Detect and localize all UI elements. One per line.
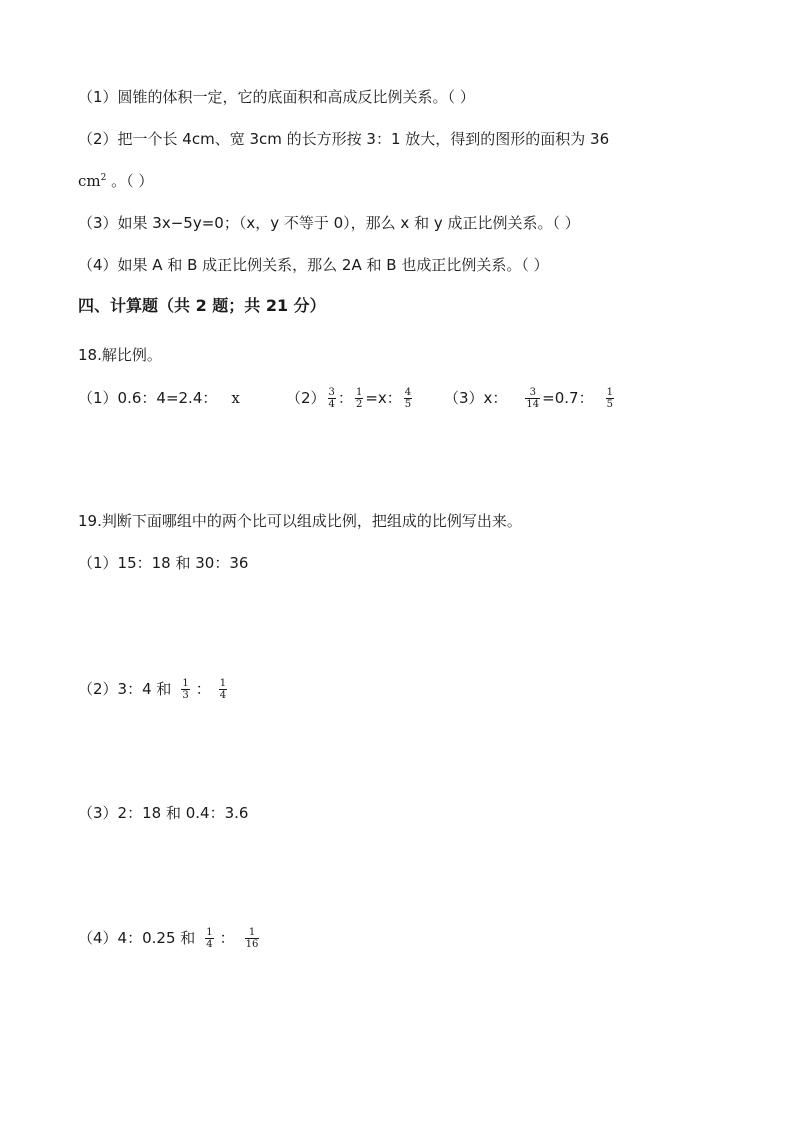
q18-part3-label: （3）x： [444, 389, 508, 407]
fraction: $\frac{1}{3}$ [182, 678, 189, 701]
fraction: $\frac{1}{5}$ [606, 387, 613, 410]
section-heading-calculation: 四、计算题（共 2 题；共 21 分） [78, 296, 326, 315]
unit-exponent: 2 [100, 173, 107, 183]
judgement-q2-line2 [78, 171, 153, 191]
q19-part1: （1）15：18 和 30：36 [78, 554, 249, 572]
q19-part2 [78, 671, 229, 707]
q18-part2 [286, 380, 414, 416]
fraction: $\frac{1}{4}$ [219, 678, 227, 701]
q18-part1-x: x [231, 389, 240, 407]
equals-x: =x： [365, 389, 402, 407]
unit-cm: cm [78, 172, 101, 190]
q18-title: 18.解比例。 [78, 346, 162, 364]
q18-part1-text: （1）0.6：4=2.4： [78, 389, 218, 407]
ratio-colon: ： [195, 680, 211, 698]
judgement-q1: （1）圆锥的体积一定，它的底面积和高成反比例关系。（ ） [78, 88, 475, 106]
q19-part4 [78, 920, 261, 956]
q18-part3 [444, 380, 616, 416]
q18-part2-label: （2） [286, 389, 326, 407]
q19-part3: （3）2：18 和 0.4：3.6 [78, 804, 249, 822]
q18-part1 [78, 388, 240, 408]
ratio-colon: ： [219, 929, 235, 947]
judgement-q2-line1: （2）把一个长 4cm、宽 3cm 的长方形按 3：1 放大，得到的图形的面积为 36 [78, 130, 610, 148]
judgement-q2-blank: 。（ ） [106, 172, 154, 190]
judgement-q3: （3）如果 3x−5y=0；（x，y 不等于 0），那么 x 和 y 成正比例关系。（ ） [78, 214, 580, 232]
q19-part4-text: （4）4：0.25 和 [78, 929, 196, 947]
q19-title: 19.判断下面哪组中的两个比可以组成比例，把组成的比例写出来。 [78, 512, 522, 530]
fraction: $\frac{3}{14}$ [526, 387, 540, 410]
fraction: $\frac{3}{4}$ [328, 387, 335, 410]
fraction: $\frac{1}{16}$ [245, 927, 259, 950]
fraction: $\frac{4}{5}$ [404, 387, 412, 410]
q19-part2-text: （2）3：4 和 [78, 680, 172, 698]
fraction: $\frac{1}{4}$ [206, 927, 213, 950]
fraction: $\frac{1}{2}$ [355, 387, 363, 410]
equals-value: =0.7： [542, 389, 594, 407]
ratio-colon: ： [337, 389, 353, 407]
judgement-q4: （4）如果 A 和 B 成正比例关系，那么 2A 和 B 也成正比例关系。（ ） [78, 256, 549, 274]
